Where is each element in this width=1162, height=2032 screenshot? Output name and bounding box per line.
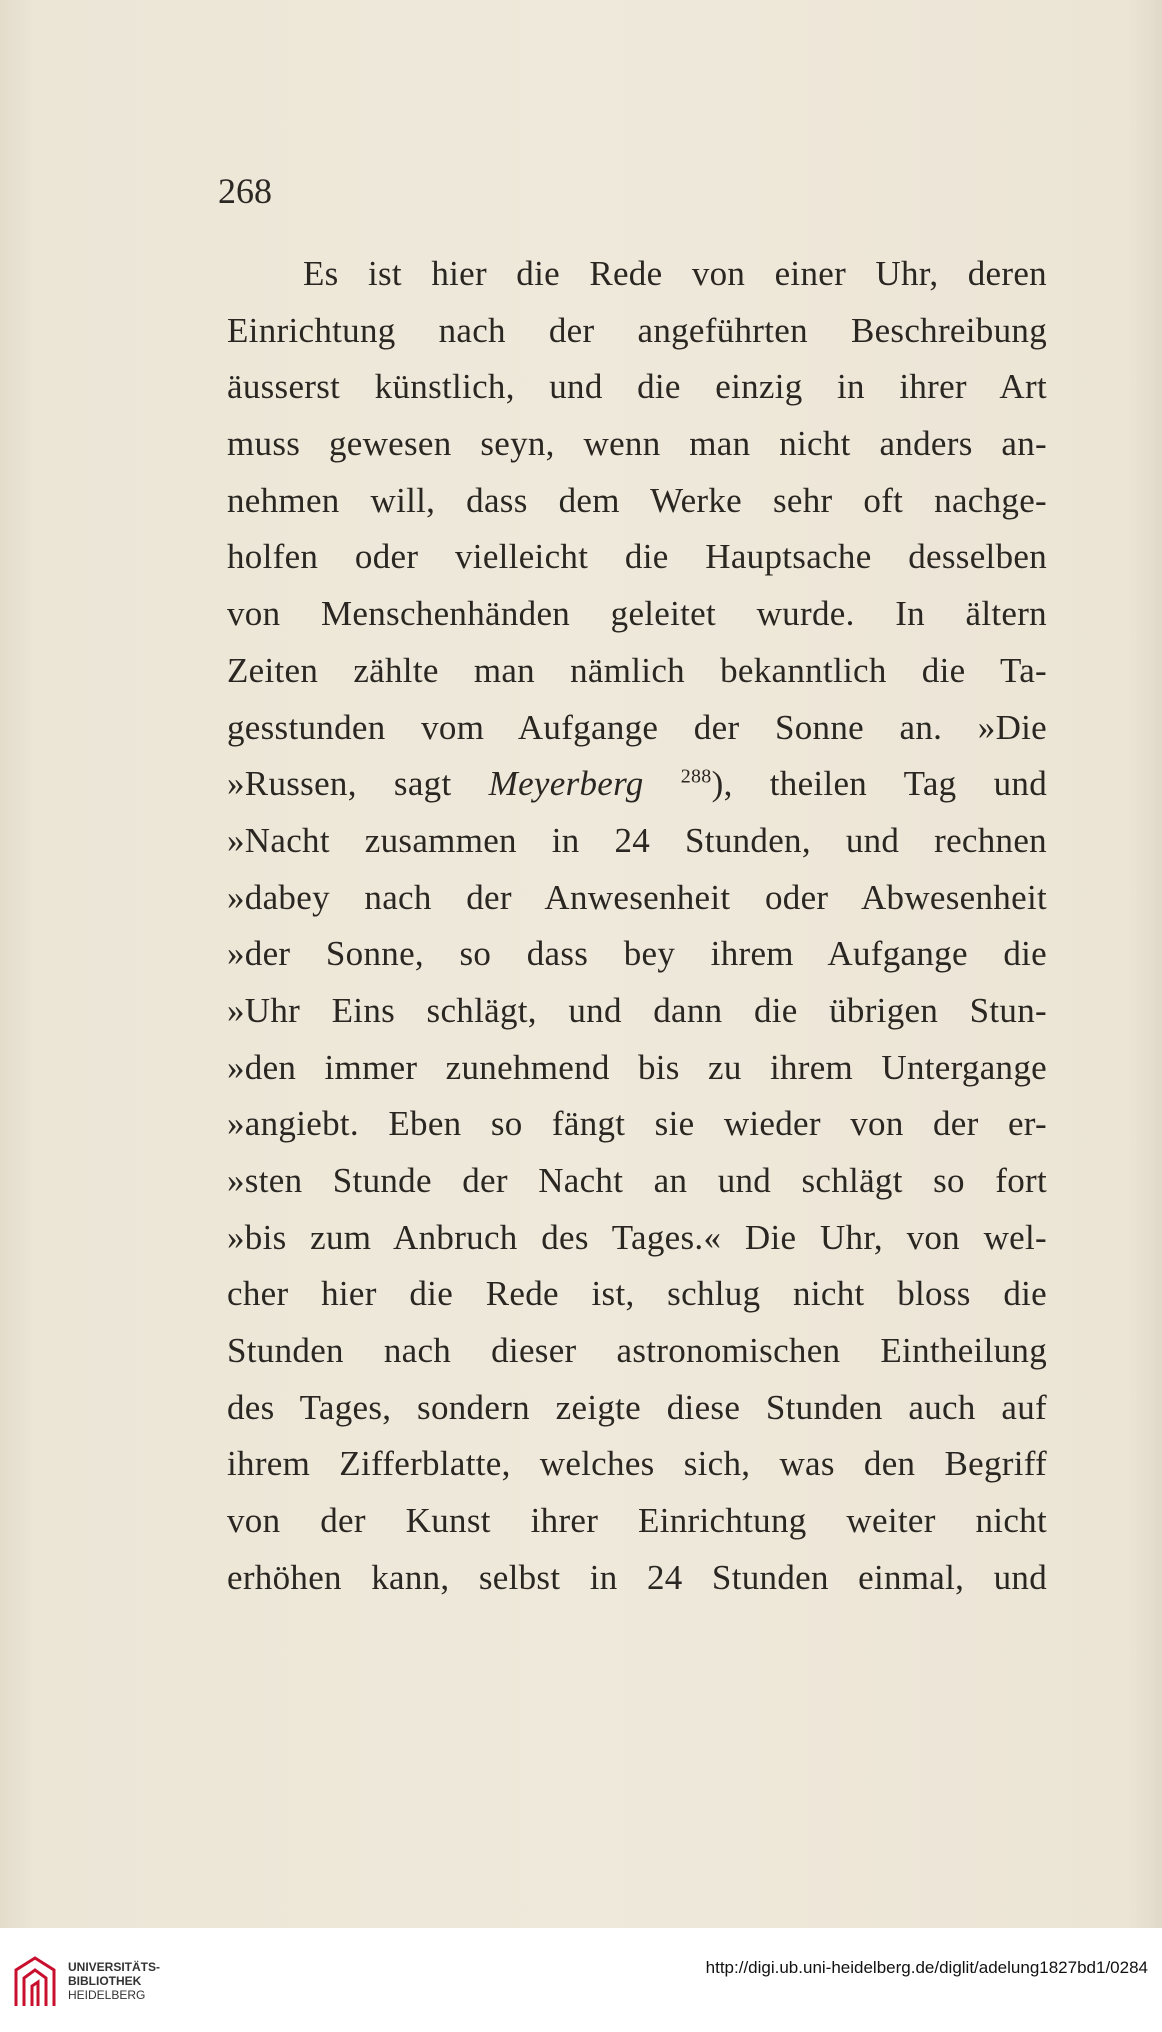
text-line: »sten Stunde der Nacht an und schlägt so fort	[227, 1161, 1047, 1200]
text-line-citation	[227, 756, 1047, 813]
body-text	[227, 246, 1047, 1607]
text-line: »bis zum Anbruch des Tages.« Die Uhr, von wel-	[227, 1217, 1047, 1257]
text-line: »Nacht zusammen in 24 Stunden, und rechnen	[227, 820, 1047, 860]
text-line: von Menschenhänden geleitet wurde. In ältern	[227, 594, 1047, 634]
university-library-logo-icon	[12, 1954, 58, 2010]
text-line: cher hier die Rede ist, schlug nicht bloss die	[227, 1274, 1047, 1314]
library-name-line: HEIDELBERG	[68, 1988, 146, 2002]
text-line: holfen oder vielleicht die Hauptsache desselben	[227, 537, 1047, 577]
cited-author-name: Meyerberg	[488, 764, 644, 804]
text-line: »dabey nach der Anwesenheit oder Abwesenheit	[227, 877, 1047, 917]
citation-before: »Russen, sagt	[227, 764, 489, 804]
text-line: »Uhr Eins schlägt, und dann die übrigen Stun-	[227, 990, 1047, 1030]
library-name-line: BIBLIOTHEK	[68, 1974, 142, 1988]
text-line: Stunden nach dieser astronomischen Eintheilung	[227, 1331, 1047, 1371]
source-url-link[interactable]: http://digi.ub.uni-heidelberg.de/diglit/adelung1827bd1/0284	[705, 1958, 1148, 1977]
text-line: »der Sonne, so dass bey ihrem Aufgange die	[227, 934, 1047, 974]
text-line: des Tages, sondern zeigte diese Stunden auch auf	[227, 1387, 1047, 1427]
footer-bar	[0, 1928, 1162, 2032]
text-line: »angiebt. Eben so fängt sie wieder von der er-	[227, 1104, 1047, 1144]
library-name	[68, 1960, 160, 2002]
text-line: nehmen will, dass dem Werke sehr oft nachge-	[227, 480, 1047, 520]
citation-after: ), theilen Tag und	[711, 764, 1047, 804]
text-line: muss gewesen seyn, wenn man nicht anders an-	[227, 424, 1047, 464]
text-line: erhöhen kann, selbst in 24 Stunden einmal, und	[227, 1557, 1047, 1597]
text-line: »den immer zunehmend bis zu ihrem Untergange	[227, 1047, 1047, 1087]
text-line: Es ist hier die Rede von einer Uhr, deren	[303, 254, 1047, 293]
page-number: 268	[218, 171, 272, 211]
text-line: Zeiten zählte man nämlich bekanntlich die Ta-	[227, 650, 1047, 690]
text-line: Einrichtung nach der angeführten Beschreibung	[227, 310, 1047, 350]
text-line: äusserst künstlich, und die einzig in ihrer Art	[227, 367, 1047, 407]
text-line: ihrem Zifferblatte, welches sich, was den Begriff	[227, 1444, 1047, 1484]
text-line: gesstunden vom Aufgange der Sonne an. »Die	[227, 707, 1047, 747]
library-name-line: UNIVERSITÄTS-	[68, 1960, 161, 1974]
text-line: von der Kunst ihrer Einrichtung weiter nicht	[227, 1501, 1047, 1541]
footnote-number: 288	[680, 765, 712, 788]
